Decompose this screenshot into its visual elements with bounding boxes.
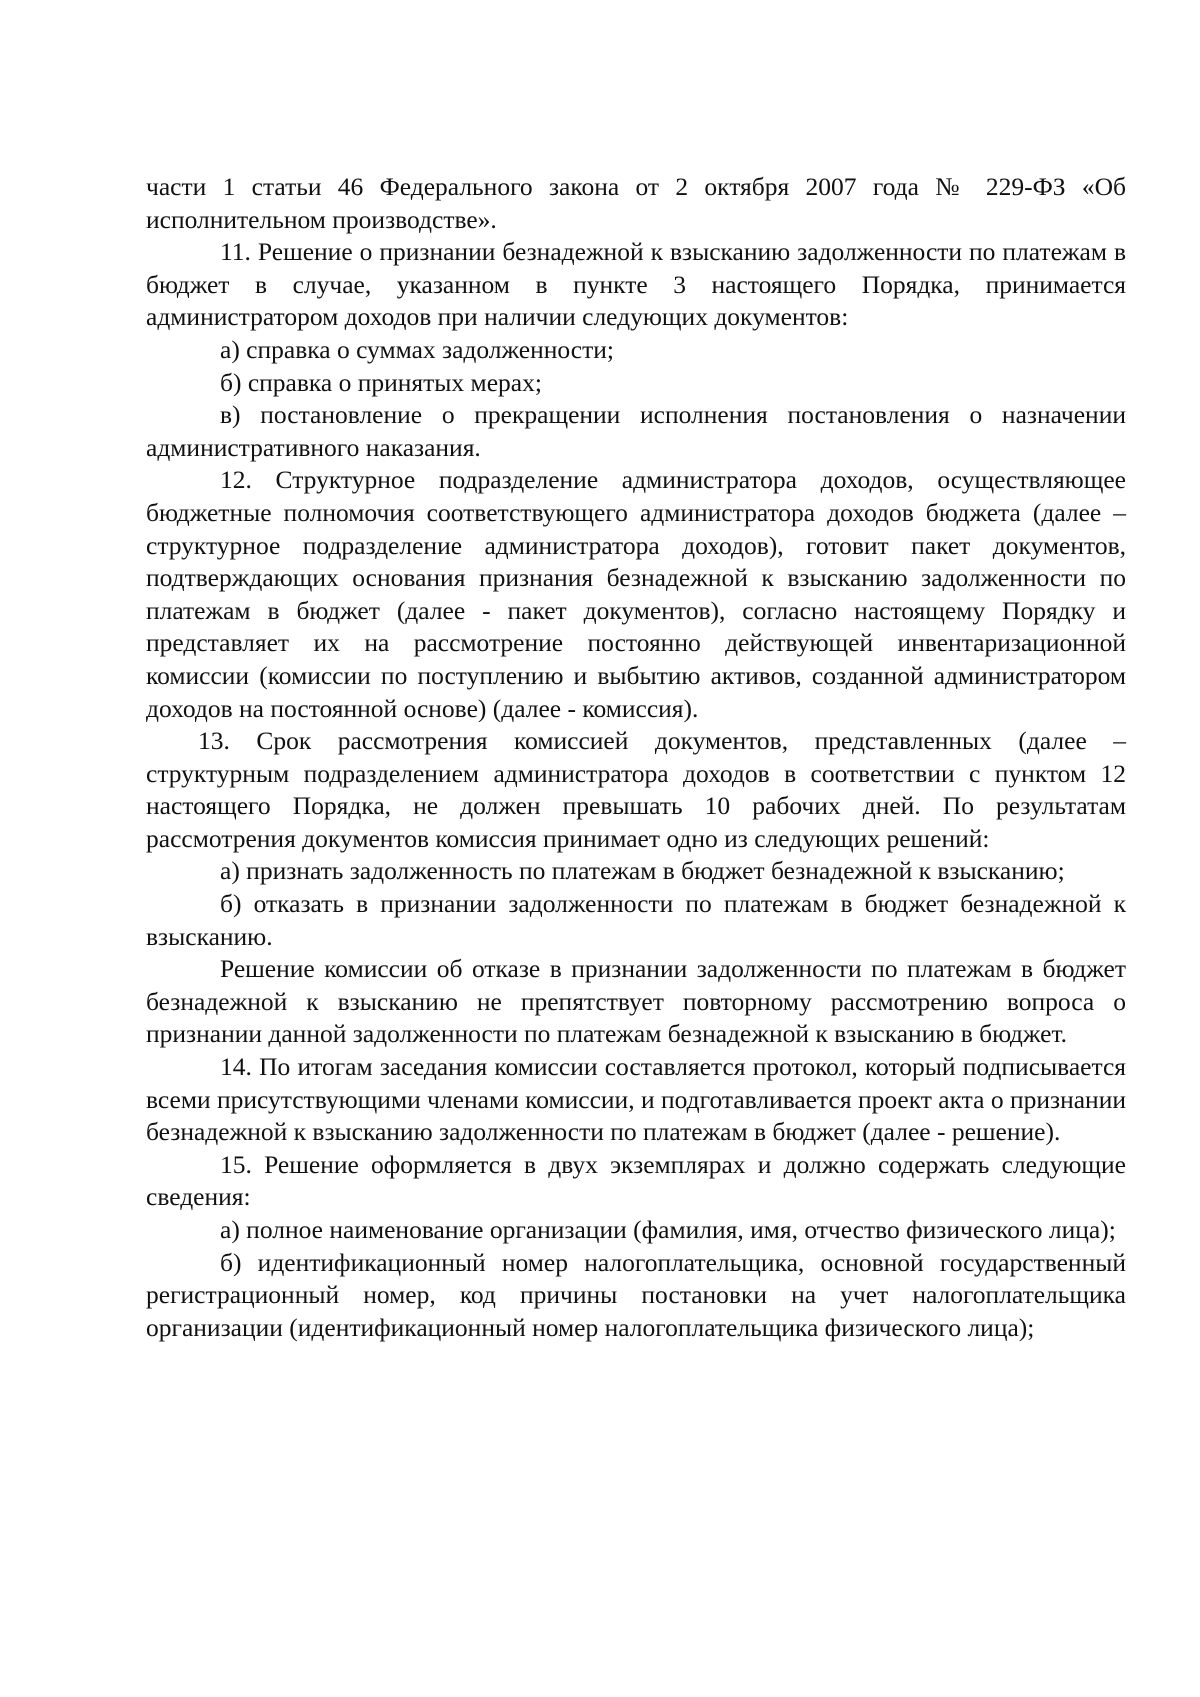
paragraph-item-12: 12. Структурное подразделение администратора доходов, осуществляющее бюджетные полномочия соответствующего администратора доходов бюджета (далее – структурное подразделение администратора доходов), готовит пакет документов, подтверждающих основания признания безнадежной к взысканию задолженности по платежам в бюджет (далее - пакет документов), согласно настоящему Порядку и представляет их на рассмотрение постоянно действующей инвентаризационной комиссии (комиссии по поступлению и выбытию активов, созданной администратором доходов на постоянной основе) (далее - комиссия). [146, 465, 1126, 723]
paragraph-refusal-decision: Решение комиссии об отказе в признании задолженности по платежам в бюджет безнадежной к взысканию не препятствует повторному рассмотрению вопроса о признании данной задолженности по платежам безнадежной к взысканию в бюджет. [146, 954, 1126, 1049]
paragraph-item-11-v: в) постановление о прекращении исполнения постановления о назначении административного наказания. [146, 400, 1126, 462]
paragraph-item-13-a: а) признать задолженность по платежам в бюджет безнадежной к взысканию; [220, 856, 1065, 886]
paragraph-item-11-a: а) справка о суммах задолженности; [220, 334, 614, 364]
paragraph-item-15-b: б) идентификационный номер налогоплательщика, основной государственный регистрационный номер, код причины постановки на учет налогоплательщика организации (идентификационный номер налогоплательщика физического лица); [146, 1247, 1126, 1342]
paragraph-item-15: 15. Решение оформляется в двух экземплярах и должно содержать следующие сведения: [146, 1149, 1126, 1212]
paragraph-item-13-b: б) отказать в признании задолженности по платежам в бюджет безнадежной к взысканию. [146, 889, 1126, 951]
paragraph-item-13: 13. Срок рассмотрения комиссией документов, представленных (далее – структурным подразделением администратора доходов в соответствии с пунктом 12 настоящего Порядка, не должен превышать 10 рабочих дней. По результатам рассмотрения документов комиссия принимает одно из следующих решений: [146, 726, 1126, 853]
paragraph-item-11: 11. Решение о признании безнадежной к взысканию задолженности по платежам в бюджет в случае, указанном в пункте 3 настоящего Порядка, принимается администратором доходов при наличии следующих документов: [146, 237, 1126, 332]
paragraph-item-14: 14. По итогам заседания комиссии составляется протокол, который подписывается всеми присутствующими членами комиссии, и подготавливается проект акта о признании безнадежной к взысканию задолженности по платежам в бюджет (далее - решение). [146, 1052, 1126, 1147]
paragraph-item-11-b: б) справка о принятых мерах; [220, 367, 542, 397]
paragraph-continuation: части 1 статьи 46 Федерального закона от 2 октября 2007 года № 229-ФЗ «Об исполнительном производстве». [146, 172, 1126, 234]
paragraph-item-15-a: а) полное наименование организации (фамилия, имя, отчество физического лица); [220, 1215, 1116, 1244]
document-body [146, 171, 1126, 1344]
